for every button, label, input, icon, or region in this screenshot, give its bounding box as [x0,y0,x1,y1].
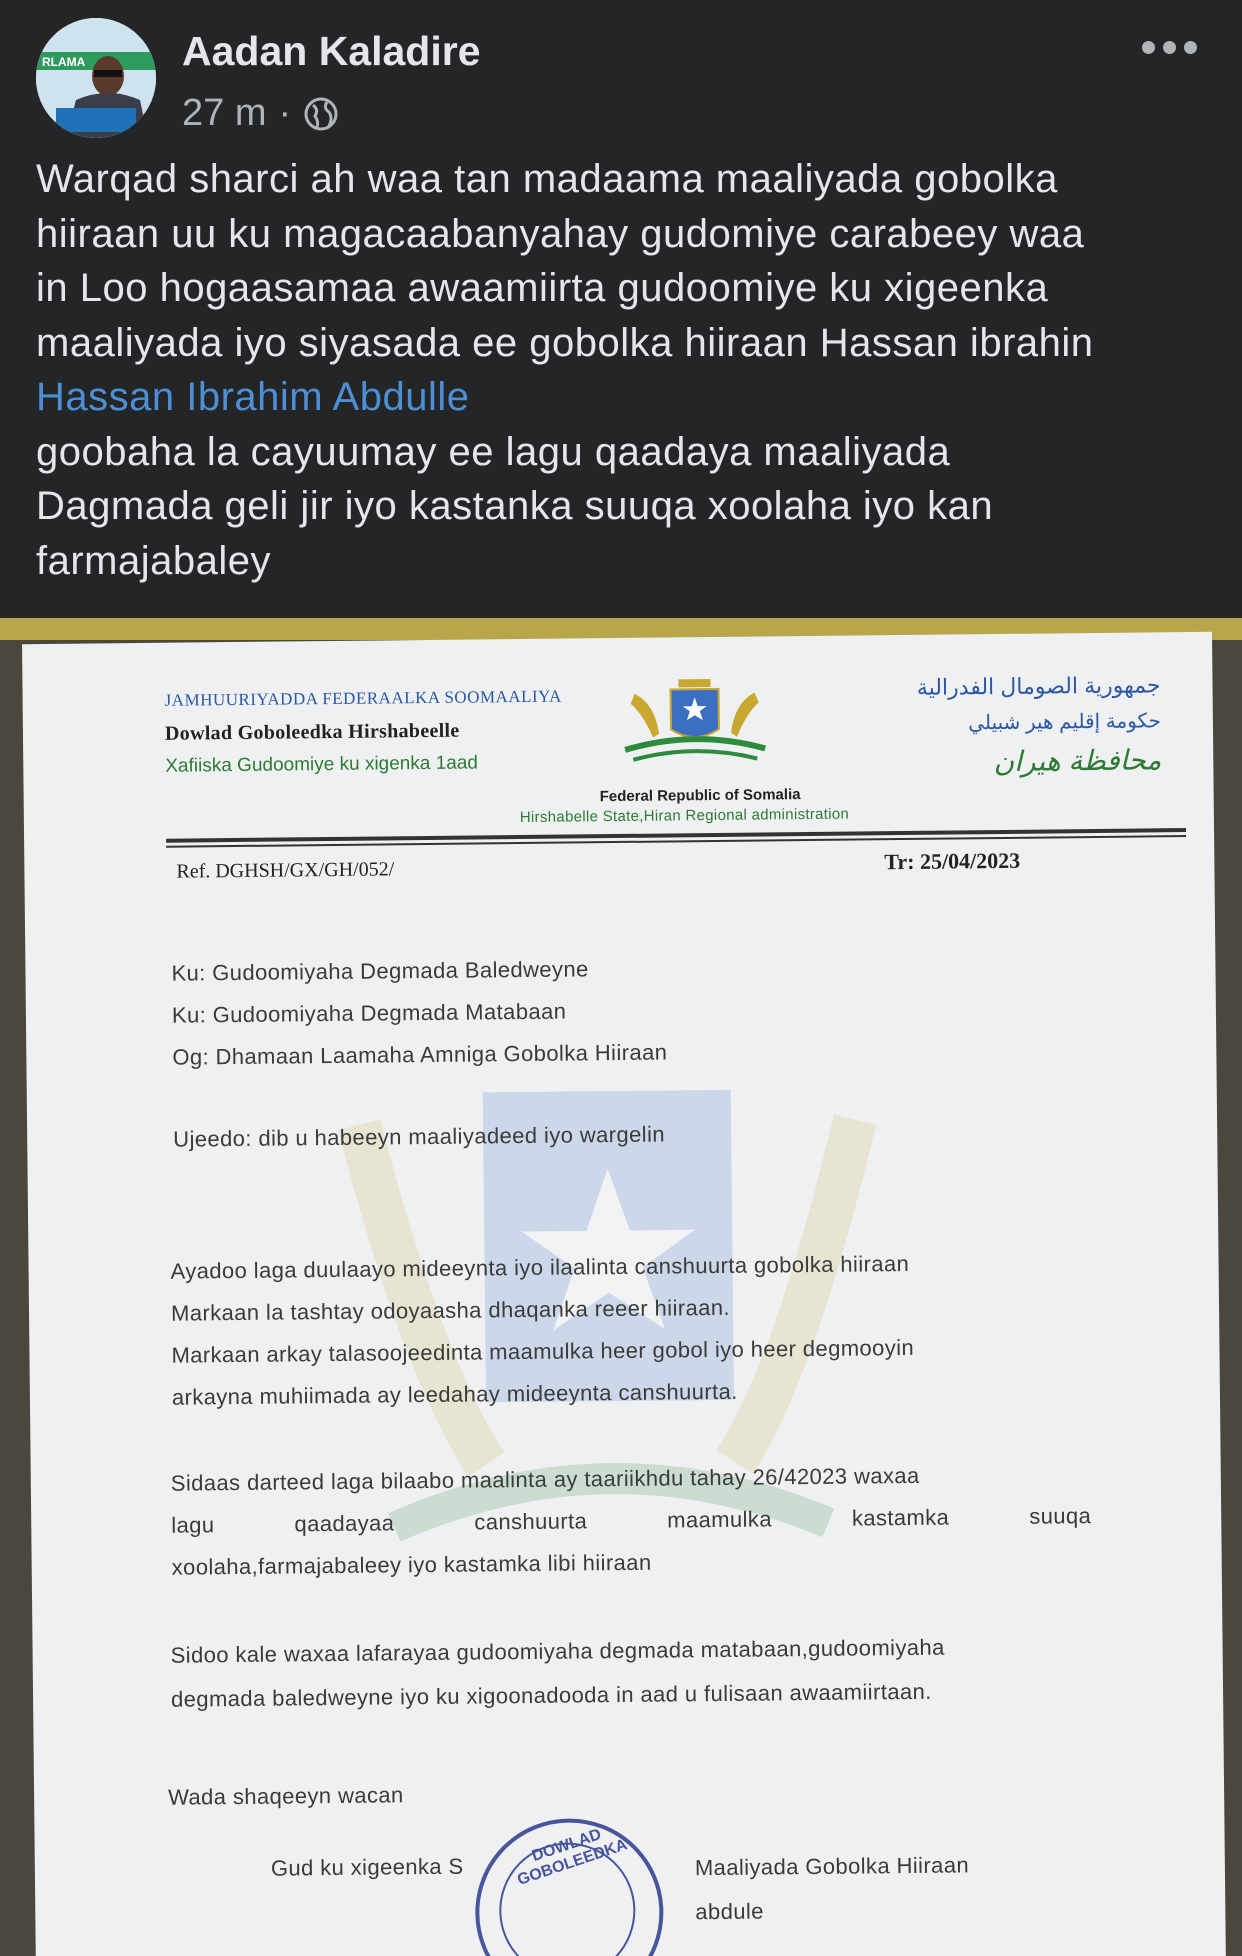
word: maamulka [667,1506,773,1533]
avatar-image [36,18,156,138]
word: kastamka [851,1504,950,1531]
reference-number: Ref. DGHSH/GX/GH/052/ [176,858,395,883]
post-time[interactable]: 27 m [182,92,267,134]
avatar[interactable] [36,18,156,138]
subject-line: Ujeedo: dib u habeeyn maaliyadeed iyo wargelin [173,1121,666,1152]
letterhead-arabic-2: حكومة إقليم هير شبيلي [968,710,1162,735]
globe-icon [303,96,339,132]
post-text-line: Warqad sharci ah waa tan madaama maaliyada gobolka [36,157,1058,201]
paragraph-line: Sidaas darteed laga bilaabo maalinta ay taariikhdu tahay 26/42023 waxaa [170,1462,920,1496]
word: suuqa [1029,1503,1092,1529]
recipient-line: Ku: Gudoomiyaha Degmada Matabaan [171,998,567,1028]
post-text-line: in Loo hogaasamaa awaamiirta gudoomiye ku xigeenka [36,266,1049,310]
paragraph-line: Ayadoo laga duulaayo mideeynta iyo ilaalinta canshuurta gobolka hiiraan [170,1250,910,1284]
closing-line: Wada shaqeeyn wacan [167,1782,404,1810]
signature-line: Gud ku xigeenka S [270,1853,464,1881]
letterhead-arabic-1: جمهورية الصومال الفدرالية [916,672,1161,700]
post-text [36,152,1216,588]
recipient-line: Ku: Gudoomiyaha Degmada Baledweyne [171,956,589,986]
paragraph-line: xoolaha,farmajabaleey iyo kastamka libi hiiraan [171,1549,652,1580]
post-meta [182,92,339,135]
paragraph-line: Markaan arkay talasoojeedinta maamulka heer gobol iyo heer degmooyin [171,1334,915,1368]
paragraph-line: Sidoo kale waxaa lafarayaa gudoomiyaha degmada matabaan,gudoomiyaha [170,1634,945,1668]
avatar-banner-text: RLAMA [42,55,86,69]
more-options-icon[interactable] [1142,36,1202,58]
post-text-line: maaliyada iyo siyasada ee gobolka hiiraan Hassan ibrahin [36,320,1094,365]
signature-line: abdule [695,1898,764,1925]
official-stamp [474,1818,664,1956]
paragraph-line: degmada baledweyne iyo ku xigoonadooda in aad u fulisaan awaamiirtaan. [170,1678,932,1712]
coat-of-arms-icon [614,672,775,774]
letterhead-right [917,672,1162,779]
letterhead-office: Xafiiska Gudoomiye ku xigenka 1aad [165,752,479,777]
post-header [0,0,1242,140]
letter-date: Tr: 25/04/2023 [884,847,1021,875]
paragraph-line: arkayna muhiimada ay leedahay mideeynta canshuurta. [171,1378,738,1410]
mention-link[interactable]: Hassan Ibrahim Abdulle [36,375,470,419]
post-text-line: goobaha la cayuumay ee lagu qaadaya maaliyada [36,429,951,474]
letterhead-country: JAMHUURIYADDA FEDERAALKA SOOMAALIYA [164,686,562,710]
letterhead-arabic-3: محافظة هيران [993,744,1162,778]
regional-admin-label: Hirshabelle State,Hiran Regional administration [519,805,850,827]
word: canshuurta [474,1508,588,1535]
post-text-line: hiiraan uu ku magacaabanyahay gudomiye carabeey waa [36,211,1085,256]
signature-line: Maaliyada Gobolka Hiiraan [694,1852,970,1881]
meta-separator: · [278,92,292,134]
paragraph-line: Markaan la tashtay odoyaasha dhaqanka reeer hiiraan. [170,1294,731,1326]
letterhead-state: Dowlad Goboleedka Hirshabeelle [164,719,460,745]
post-text-line: farmajabaley [36,538,272,583]
author-name[interactable]: Aadan Kaladire [182,28,481,74]
word: qaadayaa [294,1510,395,1537]
letterhead-left [165,687,563,778]
word: lagu [171,1512,215,1538]
federal-republic-label: Federal Republic of Somalia [599,786,801,806]
stamp-text: DOWLAD GOBOLEEDKA [515,1826,630,1889]
cc-line: Og: Dhamaan Laamaha Amniga Gobolka Hiiraan [172,1039,668,1070]
letter-document [22,632,1227,1956]
post-text-line: Dagmada geli jir iyo kastanka suuqa xoolaha iyo kan [36,484,994,528]
post-photo[interactable] [0,618,1242,1956]
